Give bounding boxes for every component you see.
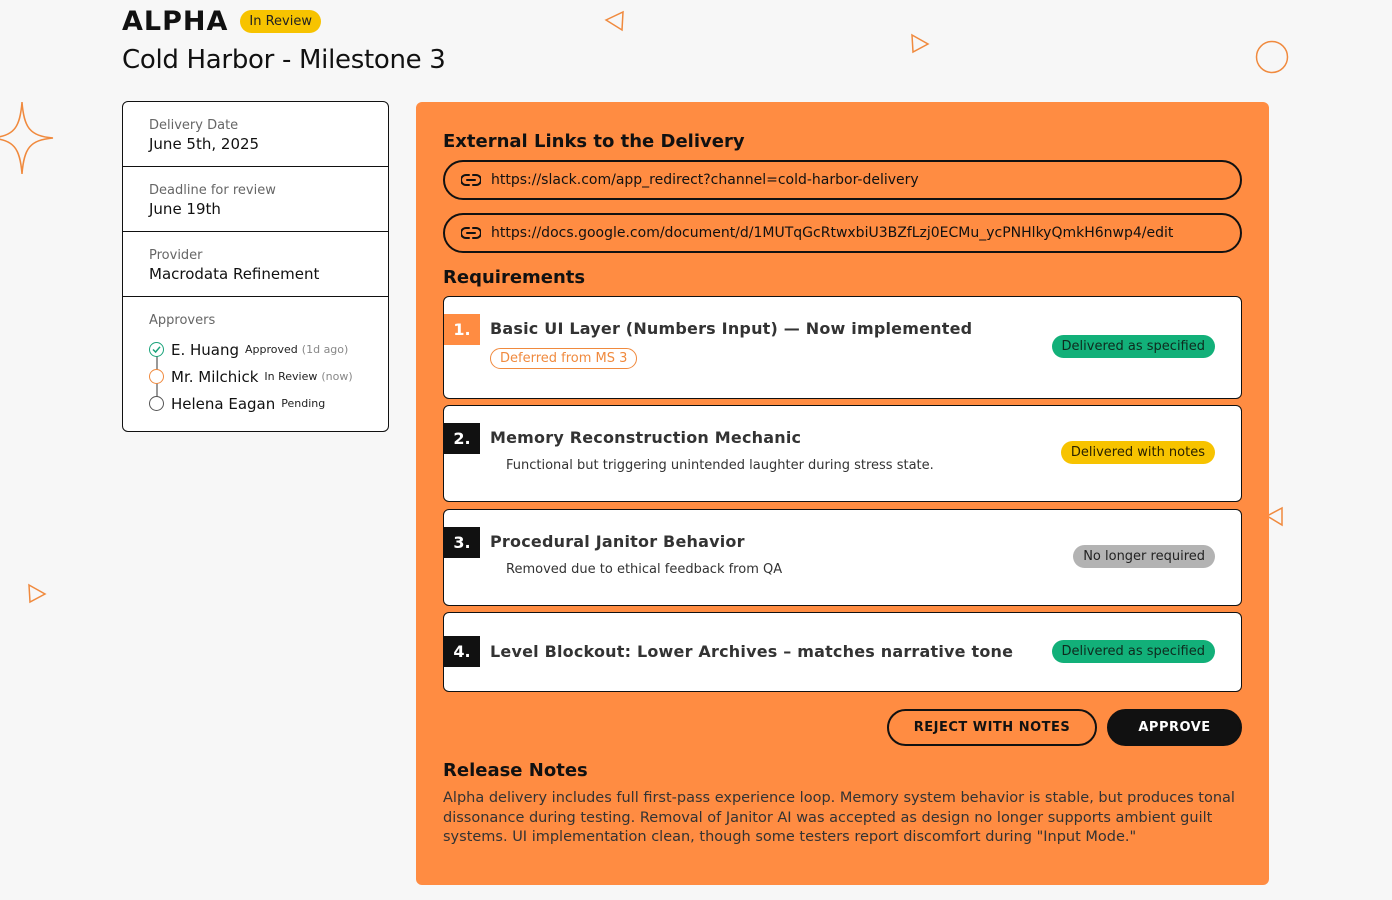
delivery-date-value: June 5th, 2025 [149, 135, 260, 153]
requirement-number: 1. [444, 314, 480, 345]
triangle-right-icon [909, 33, 931, 55]
approver-list [149, 336, 362, 417]
approver-time: (1d ago) [301, 343, 349, 356]
approver-name: Helena Eagan [171, 394, 276, 413]
link-url[interactable]: https://slack.com/app_redirect?channel=cold-harbor-delivery [491, 172, 919, 188]
deferred-tag: Deferred from MS 3 [490, 348, 637, 369]
provider-section [123, 232, 388, 297]
link-icon [461, 174, 481, 186]
requirement-description: Functional but triggering unintended laughter during stress state. [506, 458, 934, 473]
provider-label: Provider [149, 248, 203, 263]
delivery-date-section [123, 102, 388, 167]
release-notes-title: Release Notes [443, 760, 588, 781]
page-header [122, 6, 446, 75]
approver-status: Approved [245, 343, 298, 356]
triangle-left-icon [603, 10, 625, 32]
pending-circle-icon [149, 396, 164, 411]
requirement-number: 4. [444, 636, 480, 667]
status-badge: In Review [240, 10, 321, 33]
delivery-info-card [122, 101, 389, 432]
requirements-title: Requirements [443, 267, 586, 288]
circle-icon [1254, 39, 1290, 75]
approver-time: (now) [321, 370, 353, 383]
deadline-section [123, 167, 388, 232]
requirement-status-badge: Delivered with notes [1061, 441, 1215, 464]
link-url[interactable]: https://docs.google.com/document/d/1MUTqGcRtwxbiU3BZfLzj0ECMu_ycPNHlkyQmkH6nwp4/edit [491, 225, 1174, 241]
approver-item [149, 390, 362, 417]
approver-item [149, 336, 362, 363]
requirement-card [443, 509, 1242, 606]
check-circle-icon [149, 342, 164, 357]
sparkle-icon [0, 100, 56, 176]
provider-value: Macrodata Refinement [149, 265, 320, 283]
external-link-slack[interactable] [443, 160, 1242, 200]
requirement-status-badge: Delivered as specified [1052, 640, 1215, 663]
approver-status: In Review [264, 370, 318, 383]
requirement-status-badge: Delivered as specified [1052, 335, 1215, 358]
external-link-docs[interactable] [443, 213, 1242, 253]
requirement-description: Removed due to ethical feedback from QA [506, 562, 783, 577]
approvers-label: Approvers [149, 313, 216, 328]
in-review-circle-icon [149, 369, 164, 384]
requirement-name: Memory Reconstruction Mechanic [490, 428, 802, 447]
approvers-section [123, 297, 388, 431]
approver-status: Pending [281, 397, 326, 410]
deadline-value: June 19th [149, 200, 221, 218]
requirement-card [443, 405, 1242, 502]
reject-with-notes-button[interactable]: REJECT WITH NOTES [887, 709, 1097, 746]
requirement-card [443, 612, 1242, 692]
requirement-name: Basic UI Layer (Numbers Input) — Now implemented [490, 319, 973, 338]
links-title: External Links to the Delivery [443, 131, 745, 152]
triangle-right-icon [26, 583, 48, 605]
approve-button[interactable]: APPROVE [1107, 709, 1242, 746]
requirement-name: Level Blockout: Lower Archives – matches narrative tone [490, 642, 1014, 661]
delivery-review-panel [416, 102, 1269, 885]
deadline-label: Deadline for review [149, 183, 276, 198]
page-title: Cold Harbor - Milestone 3 [122, 45, 446, 75]
delivery-date-label: Delivery Date [149, 118, 239, 133]
requirement-name: Procedural Janitor Behavior [490, 532, 745, 551]
requirement-number: 2. [444, 423, 480, 454]
brand-logo: ALPHA [122, 6, 229, 37]
link-icon [461, 227, 481, 239]
requirement-status-badge: No longer required [1073, 545, 1215, 568]
approver-name: Mr. Milchick [171, 367, 259, 386]
release-notes-body: Alpha delivery includes full first-pass experience loop. Memory system behavior is stable, but produces tonal dissonance during testing. Removal of Janitor AI was accepted as design no longer supports ambient guilt systems. UI implementation clean, though some testers report discomfort during "Input Mode." [443, 790, 1235, 845]
approver-item [149, 363, 362, 390]
requirement-number: 3. [444, 527, 480, 558]
requirement-card [443, 296, 1242, 399]
approver-name: E. Huang [171, 340, 240, 359]
